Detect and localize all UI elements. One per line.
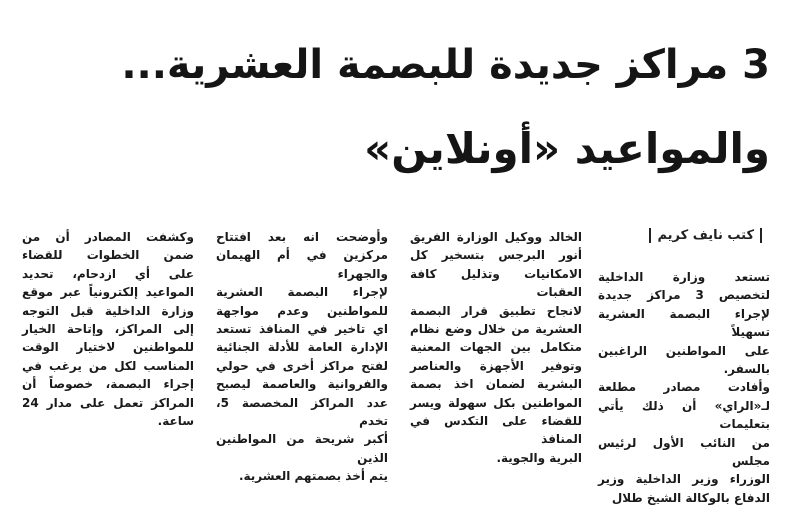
article-text-line: العشرية من خلال وضع نظام <box>410 322 582 337</box>
article-text-line: المراكز تعمل على مدار 24 <box>22 395 194 410</box>
byline-bar <box>649 228 651 243</box>
article-text-line: وأفادت مصادر مطلعة <box>598 380 770 395</box>
article-text-line: تستعد وزارة الداخلية <box>598 270 770 284</box>
article-text-line: البرية والجوية. <box>496 450 582 465</box>
article-text-line: المواطنين بكل سهولة ويسر <box>410 395 582 410</box>
article-text-line: مركزين في أم الهيمان والجهراء <box>216 248 388 281</box>
article-text-line: لتخصيص 3 مراكز جديدة <box>598 288 770 303</box>
article-text-line: للقضاء على التكدس في المنافذ <box>410 414 582 447</box>
article-column-3 <box>216 228 388 486</box>
article-text-line: والفروانية والعاصمة ليصبح <box>216 377 388 392</box>
article-text-line: لإجراء البصمة العشرية <box>216 285 388 300</box>
article-text-line: وتوفير الأجهزة والعناصر <box>410 358 582 373</box>
article-text-line: البشرية لضمان اخذ بصمة <box>410 377 582 392</box>
article-text-line: لفتح مراكز أخرى في حولي <box>216 358 388 373</box>
article-column-2 <box>410 228 582 467</box>
byline-text: كتب نايف كريم <box>657 228 754 243</box>
article-text-line: لإجراء البصمة العشرية تسهيلاً <box>598 306 770 340</box>
article-text-line: الخالد ووكيل الوزارة الفريق <box>410 230 582 244</box>
article-text-line: وزارة الداخلية قبل التوجه <box>22 303 194 318</box>
article-text-line: أكبر شريحة من المواطنين الذين <box>216 432 388 465</box>
article-text-line: الوزراء وزير الداخلية وزير <box>598 472 770 487</box>
article-text-line: يتم أخذ بصمتهم العشرية. <box>238 469 388 484</box>
article-text-line: ساعة. <box>157 414 194 429</box>
article-text-line: على أي ازدحام، تحديد <box>22 266 194 281</box>
article-text-line: إجراء البصمة، خصوصاً أن <box>22 377 194 392</box>
article-text-line: الإدارة العامة للأدلة الجنائية <box>216 340 388 355</box>
article-text-line: المواعيد إلكترونياً عبر موقع <box>22 285 194 300</box>
article-text-line: ضمن الخطوات للقضاء <box>22 248 194 263</box>
article-text-line: على المواطنين الراغبين بالسفر. <box>598 343 770 377</box>
article-text-line: متكامل بين الجهات المعنية <box>410 340 582 355</box>
article-text-line: للمواطنين وعدم مواجهة <box>216 303 388 318</box>
article-text-line: عدد المراكز المخصصة 5، تخدم <box>216 395 388 429</box>
article-text-line: لـ«الراي» أن ذلك يأتي بتعليمات <box>598 398 770 432</box>
headline-line-1: 3 مراكز جديدة للبصمة العشرية... <box>121 42 770 88</box>
article-text-line: وأوضحت انه بعد افتتاح <box>216 230 388 244</box>
article-text-line: إلى المراكز، وإتاحة الخيار <box>22 322 194 337</box>
article-text-line: الدفاع بالوكالة الشيخ طلال <box>611 490 770 505</box>
headline-line-2: والمواعيد «أونلاين» <box>364 124 770 173</box>
article-text-line: من النائب الأول لرئيس مجلس <box>598 435 770 469</box>
article-text-line: لانجاح تطبيق قرار البصمة <box>410 303 582 318</box>
article-column-4 <box>22 228 194 430</box>
article-text-line: للمواطنين لاختيار الوقت <box>22 340 194 355</box>
byline-bar <box>760 228 762 243</box>
article-text-line: اي تاخير في المنافذ تستعد <box>216 322 388 337</box>
article-text-line: وكشفت المصادر أن من <box>22 230 194 244</box>
article-text-line: أنور البرجس بتسخير كل <box>410 248 582 263</box>
article-column-1 <box>598 268 770 507</box>
article-text-line: الامكانيات وتذليل كافة العقبات <box>410 266 582 300</box>
article-text-line: المناسب لكل من يرغب في <box>22 358 194 373</box>
byline <box>643 228 768 243</box>
